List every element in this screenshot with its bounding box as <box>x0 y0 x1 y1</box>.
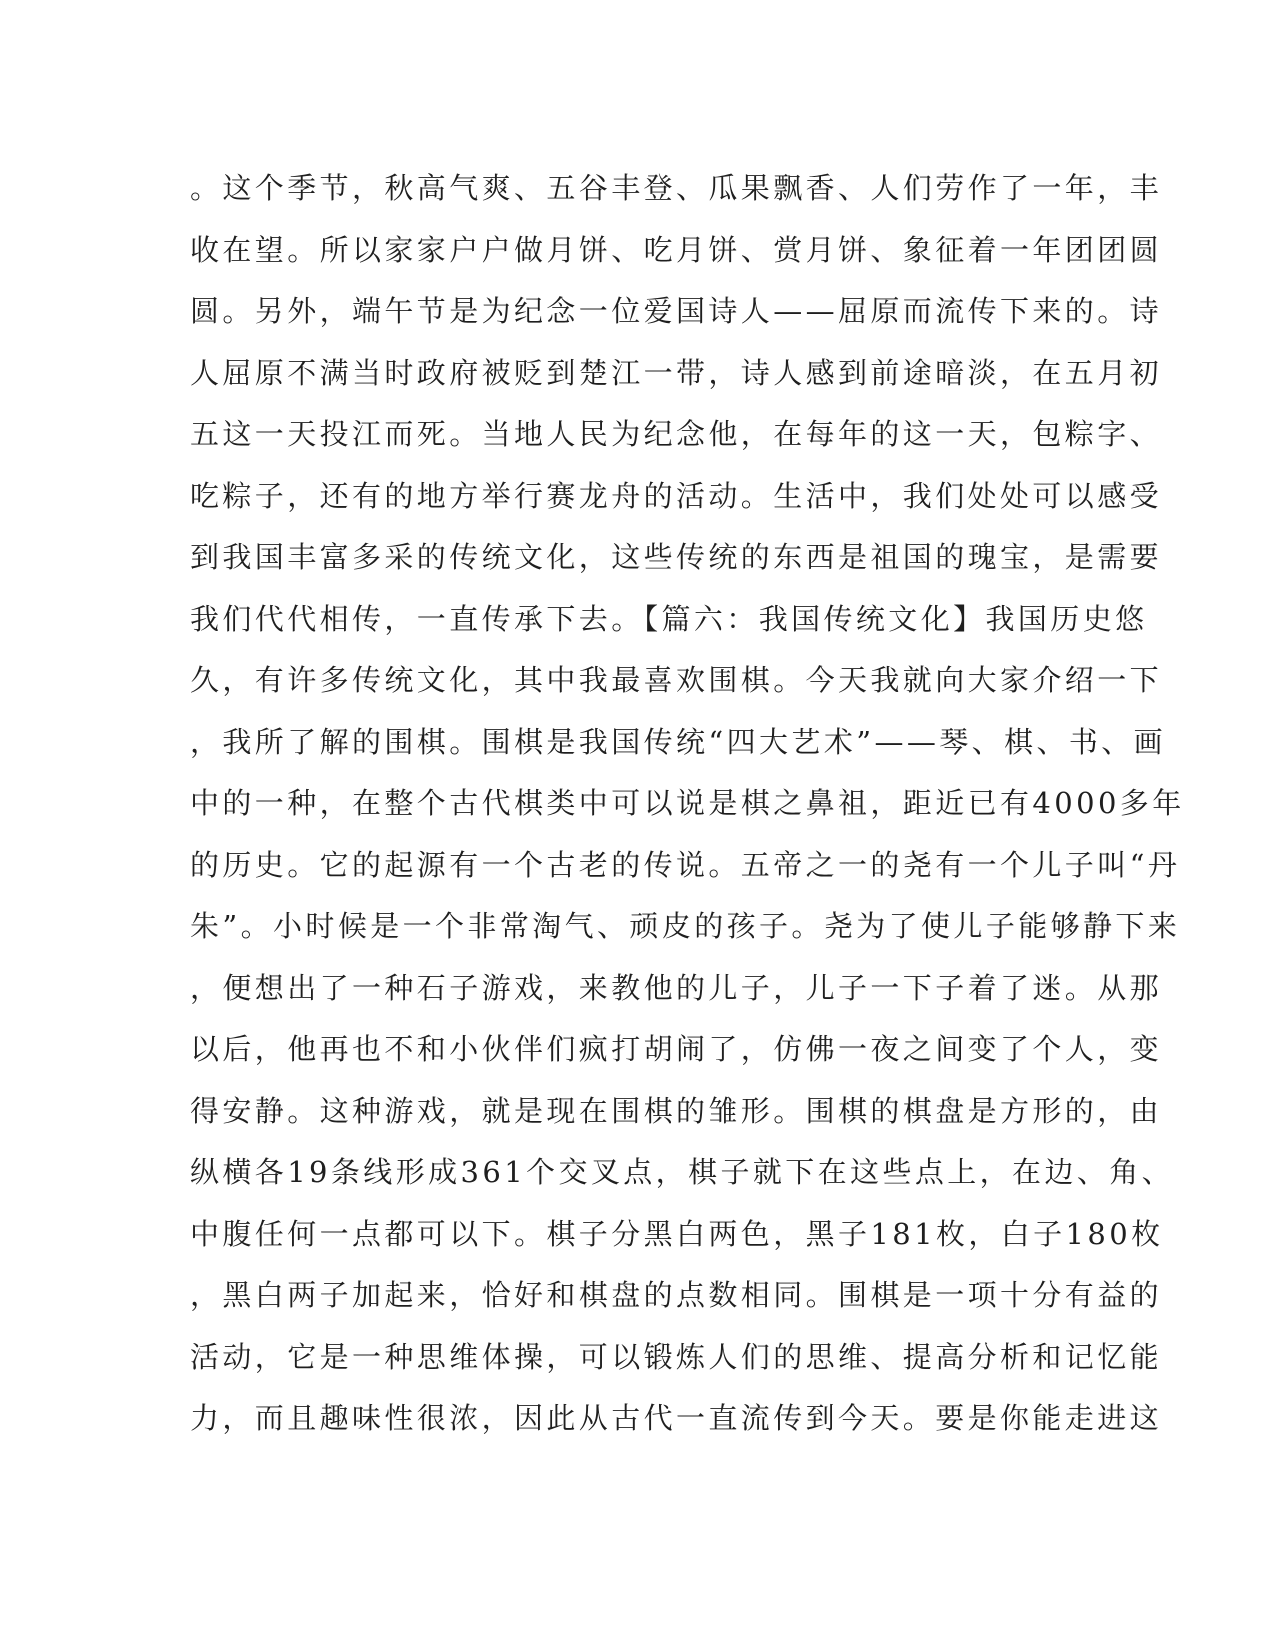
body-text <box>190 158 1185 1450</box>
text-line: 久，有许多传统文化，其中我最喜欢围棋。今天我就向大家介绍一下 <box>190 663 1163 697</box>
text-line: 五这一天投江而死。当地人民为纪念他，在每年的这一天，包粽字、 <box>190 417 1163 451</box>
text-line: 到我国丰富多采的传统文化，这些传统的东西是祖国的瑰宝，是需要 <box>190 540 1163 574</box>
text-line: ，便想出了一种石子游戏，来教他的儿子，儿子一下子着了迷。从那 <box>190 970 1163 1005</box>
text-line: 收在望。所以家家户户做月饼、吃月饼、赏月饼、象征着一年团团圆 <box>190 232 1163 267</box>
text-line: ，黑白两子加起来，恰好和棋盘的点数相同。围棋是一项十分有益的 <box>190 1278 1163 1312</box>
text-line: 朱”。小时候是一个非常淘气、顽皮的孩子。尧为了使儿子能够静下来 <box>190 909 1181 943</box>
text-line: 我们代代相传，一直传承下去。【篇六：我国传统文化】我国历史悠 <box>190 601 1148 636</box>
text-line: 中的一种，在整个古代棋类中可以说是棋之鼻祖，距近已有4000多年 <box>190 786 1185 820</box>
text-line: 圆。另外，端午节是为纪念一位爱国诗人——屈原而流传下来的。诗 <box>190 294 1163 328</box>
text-line: 人屈原不满当时政府被贬到楚江一带，诗人感到前途暗淡，在五月初 <box>190 355 1163 390</box>
text-line: 吃粽子，还有的地方举行赛龙舟的活动。生活中，我们处处可以感受 <box>190 478 1163 513</box>
text-line: 力，而且趣味性很浓，因此从古代一直流传到今天。要是你能走进这 <box>190 1401 1163 1435</box>
text-line: 。这个季节，秋高气爽、五谷丰登、瓜果飘香、人们劳作了一年，丰 <box>190 171 1163 205</box>
text-line: 以后，他再也不和小伙伴们疯打胡闹了，仿佛一夜之间变了个人，变 <box>190 1032 1163 1066</box>
text-line: 的历史。它的起源有一个古老的传说。五帝之一的尧有一个儿子叫“丹 <box>190 847 1181 882</box>
text-line: 中腹任何一点都可以下。棋子分黑白两色，黑子181枚，白子180枚 <box>190 1216 1164 1251</box>
text-line: 活动，它是一种思维体操，可以锻炼人们的思维、提高分析和记忆能 <box>190 1339 1163 1374</box>
text-line: ，我所了解的围棋。围棋是我国传统“四大艺术”——琴、棋、书、画 <box>190 724 1167 759</box>
text-line: 得安静。这种游戏，就是现在围棋的雏形。围棋的棋盘是方形的，由 <box>190 1093 1163 1128</box>
text-line: 纵横各19条线形成361个交叉点，棋子就下在这些点上，在边、角、 <box>190 1155 1175 1189</box>
